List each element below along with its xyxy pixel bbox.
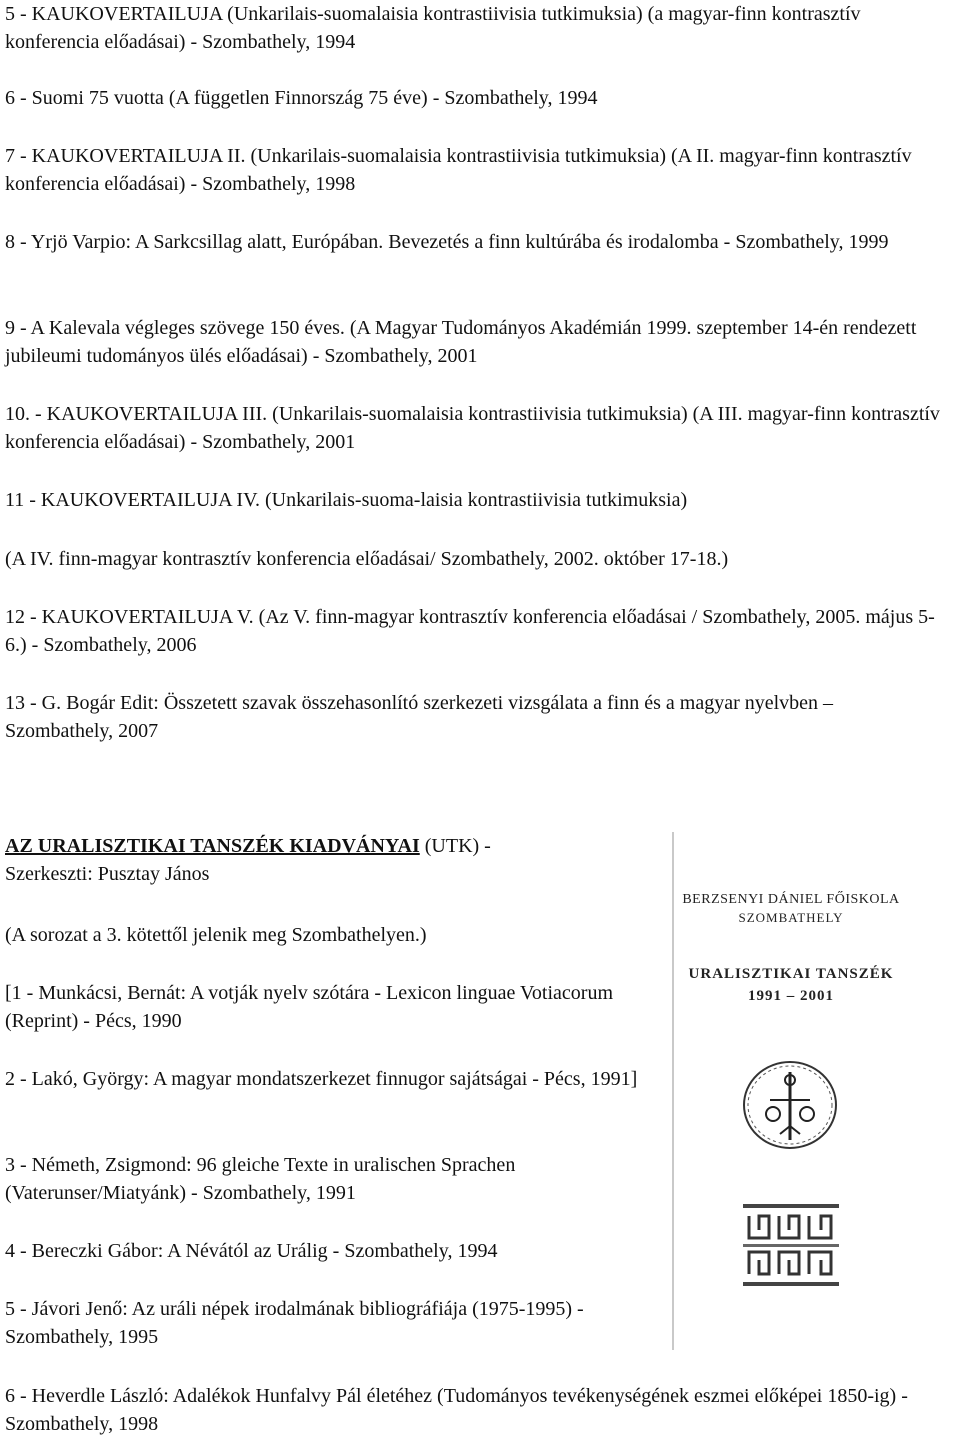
list-item-6-suomi-75: 6 - Suomi 75 vuotta (A független Finnország 75 éve) - Szombathely, 1994 (5, 87, 598, 109)
list-item-11-continuation: (A IV. finn-magyar kontrasztív konferencia előadásai/ Szombathely, 2002. október 17-18.) (5, 548, 729, 570)
list-item-13-bogar: 13 - G. Bogár Edit: Összetett szavak összehasonlító szerkezeti vizsgálata a finn és a magyar nyelvben – Szombathely, 2007 (5, 692, 834, 742)
list-item-12-kaukovertailuja-v: 12 - KAUKOVERTAILUJA V. (Az V. finn-magyar kontrasztív konferencia előadásai / Szombathely, 2005. május 5-6.) - Szombathely, 2006 (5, 606, 935, 656)
list-item-2-lako: 2 - Lakó, György: A magyar mondatszerkezet finnugor sajátságai - Pécs, 1991] (5, 1068, 638, 1090)
section-note: (A sorozat a 3. kötettől jelenik meg Szombathelyen.) (5, 924, 427, 946)
list-item-1-munkacsi: [1 - Munkácsi, Bernát: A votják nyelv szótára - Lexicon linguae Votiacorum (Reprint) - Pécs, 1990 (5, 982, 613, 1032)
list-item-8-varpio: 8 - Yrjö Varpio: A Sarkcsillag alatt, Európában. Bevezetés a finn kultúrába és irodalomba - Szombathely, 1999 (5, 231, 889, 253)
list-item-4-bereczki: 4 - Bereczki Gábor: A Névától az Urálig - Szombathely, 1994 (5, 1240, 498, 1262)
section-heading (5, 832, 645, 888)
list-item-10-kaukovertailuja-iii: 10. - KAUKOVERTAILUJA III. (Unkarilais-suomalaisia kontrastiivisia tutkimuksia) (A III. magyar-finn kontrasztív konferencia előadásai) - Szombathely, 2001 (5, 403, 940, 453)
list-item-5-kaukovertailuja: 5 - KAUKOVERTAILUJA (Unkarilais-suomalaisia kontrastiivisia tutkimuksia) (a magyar-finn kontrasztív konferencia előadásai) - Szombathely, 1994 (5, 3, 861, 53)
section-editor: Szerkeszti: Pusztay János (5, 863, 210, 885)
list-item-9-kalevala: 9 - A Kalevala végleges szövege 150 éves. (A Magyar Tudományos Akadémián 1999. szeptember 14-én rendezett jubileumi tudományos ülés előadásai) - Szombathely, 2001 (5, 317, 917, 367)
cover-years: 1991 – 2001 (748, 988, 834, 1004)
list-item-7-kaukovertailuja-ii: 7 - KAUKOVERTAILUJA II. (Unkarilais-suomalaisia kontrastiivisia tutkimuksia) (A II. magyar-finn kontrasztív konferencia előadásai) - Szombathely, 1998 (5, 145, 912, 195)
ornamental-pattern-icon (743, 1204, 839, 1286)
cover-city: SZOMBATHELY (738, 910, 844, 925)
cover-institution: BERZSENYI DÁNIEL FŐISKOLA (682, 892, 900, 907)
cover-title: URALISZTIKAI TANSZÉK (688, 966, 894, 982)
book-cover-image (672, 832, 906, 1350)
list-item-3-nemeth: 3 - Németh, Zsigmond: 96 gleiche Texte in uralischen Sprachen (Vaterunser/Miatyánk) - Szombathely, 1991 (5, 1154, 516, 1204)
section-heading-bold: AZ URALISZTIKAI TANSZÉK KIADVÁNYAI (5, 835, 420, 857)
list-item-5-javori: 5 - Jávori Jenő: Az uráli népek irodalmának bibliográfiája (1975-1995) - Szombathely, 1995 (5, 1298, 584, 1348)
list-item-11-kaukovertailuja-iv: 11 - KAUKOVERTAILUJA IV. (Unkarilais-suoma-laisia kontrastiivisia tutkimuksia) (5, 489, 688, 511)
list-item-6-heverdle: 6 - Heverdle László: Adalékok Hunfalvy Pál életéhez (Tudományos tevékenységének eszmei előképei 1850-ig) - Szombathely, 1998 (5, 1385, 908, 1435)
section-heading-suffix: (UTK) - (419, 835, 491, 857)
circular-emblem-icon (740, 1058, 840, 1152)
